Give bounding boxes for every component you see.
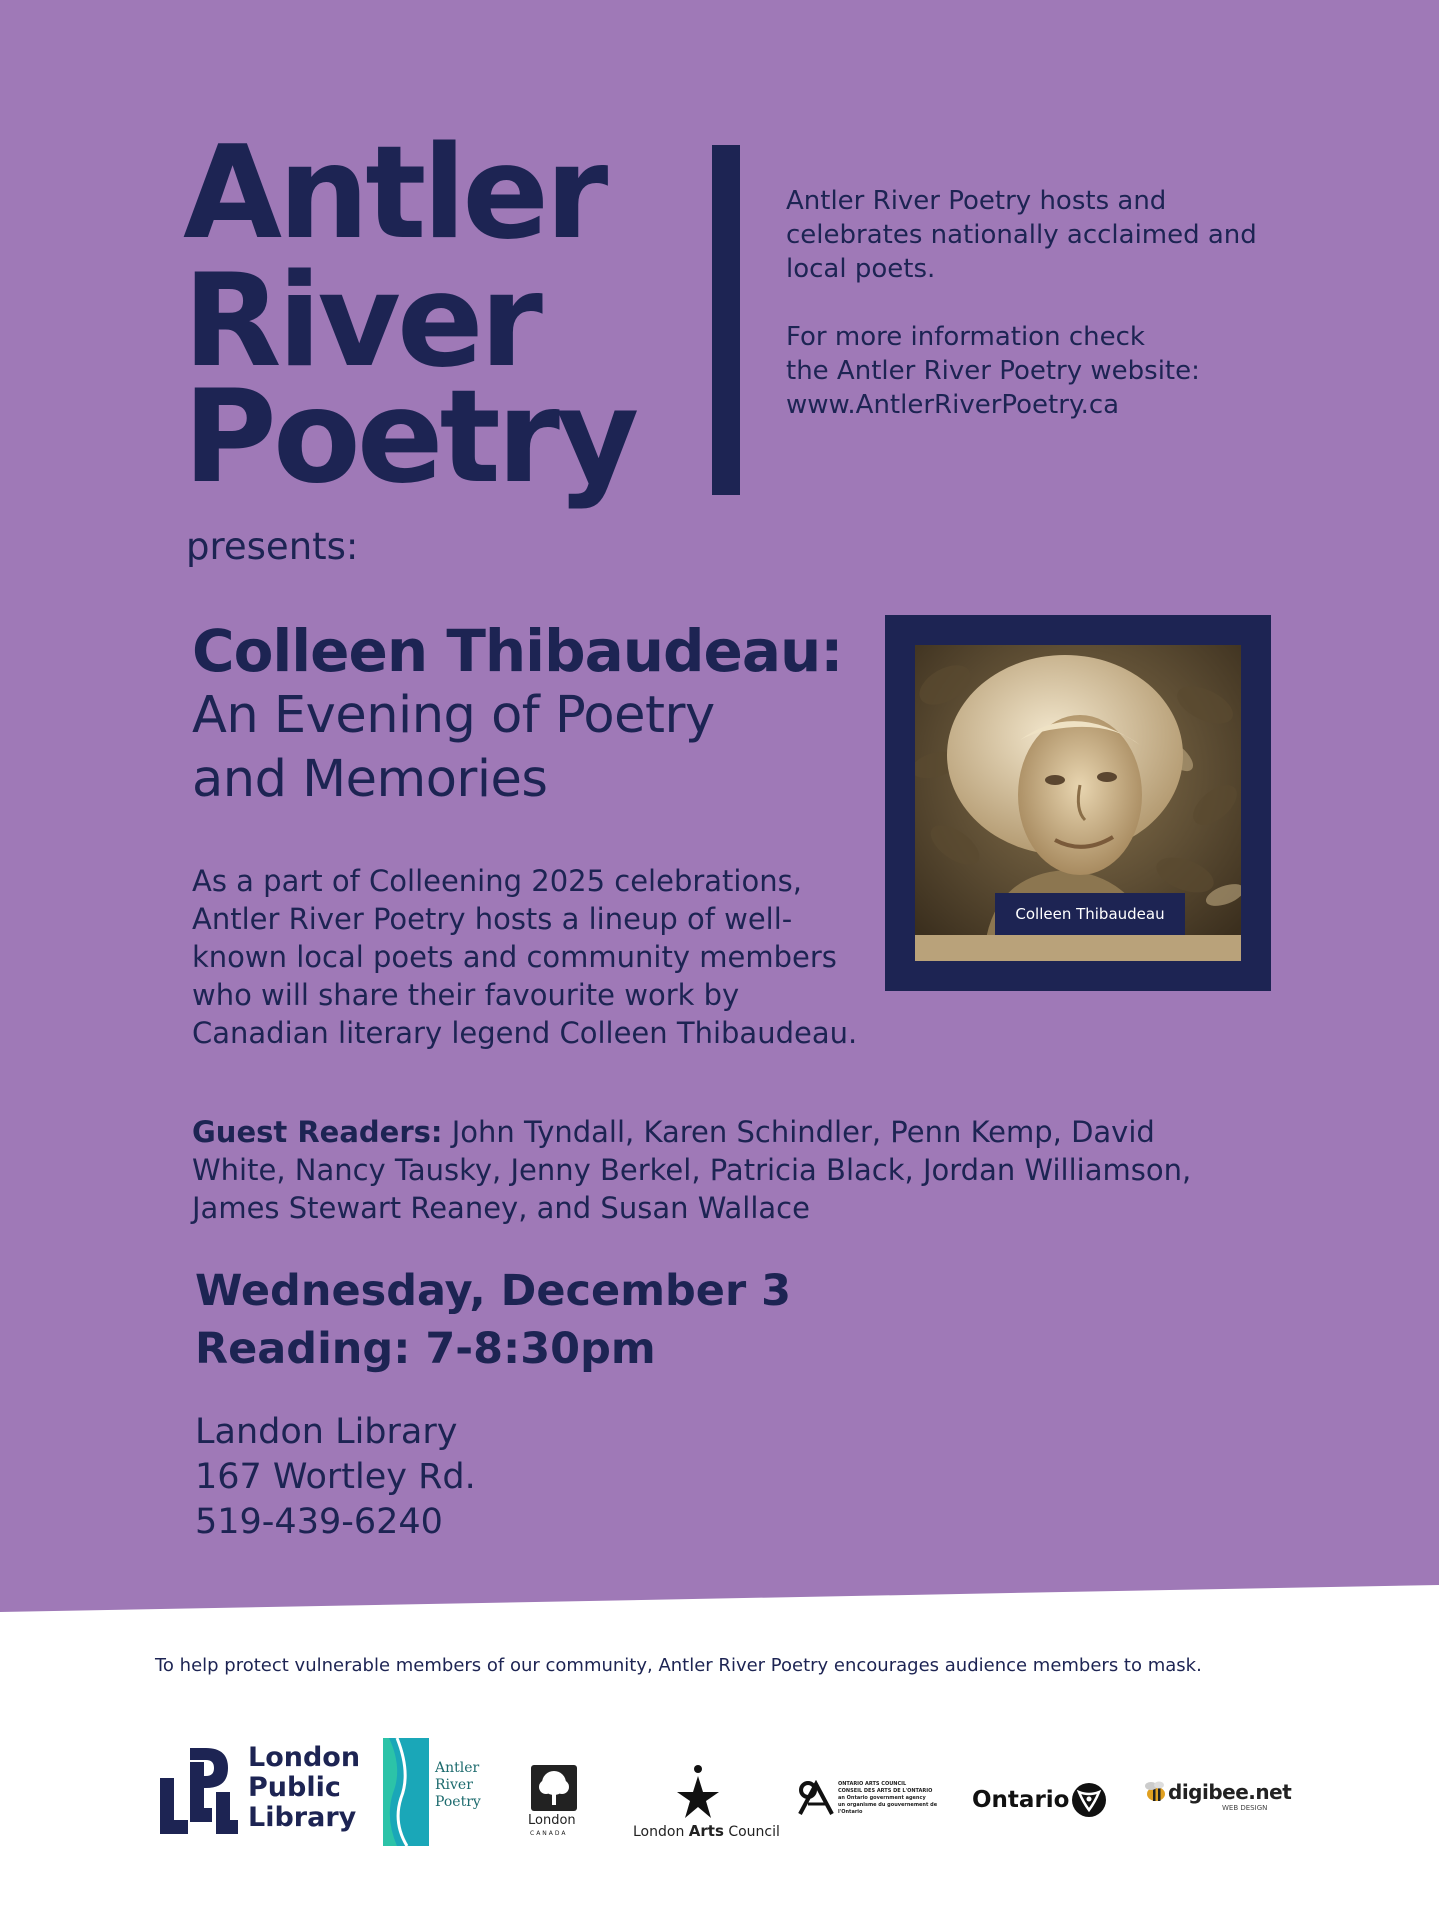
venue-phone: 519-439-6240 xyxy=(195,1502,443,1542)
title-line-2: River xyxy=(183,247,539,396)
antler-river-poetry-logo-icon xyxy=(383,1738,429,1846)
bee-icon xyxy=(1143,1781,1167,1803)
lac-post: Council xyxy=(728,1824,780,1840)
tree-icon xyxy=(531,1765,577,1811)
oac-line-4: un organisme du gouvernement de l'Ontario xyxy=(838,1802,938,1815)
presents-label: presents: xyxy=(186,525,359,568)
oac-logo-icon xyxy=(796,1780,836,1816)
event-date: Wednesday, December 3 xyxy=(195,1266,792,1316)
arp-wordmark xyxy=(435,1760,481,1811)
mask-note: To help protect vulnerable members of our community, Antler River Poetry encourages audience members to mask. xyxy=(155,1655,1202,1676)
arp-line-1: Antler xyxy=(435,1760,480,1776)
arp-line-3: Poetry xyxy=(435,1794,481,1810)
event-venue xyxy=(195,1410,476,1545)
lac-wordmark xyxy=(633,1822,780,1840)
guest-readers-list: John Tyndall, Karen Schindler, Penn Kemp, David White, Nancy Tausky, Jenny Berkel, Patricia Black, Jordan Williamson, James Stewart Reaney, and Susan Wallace xyxy=(192,1115,1192,1225)
london-sub: CANADA xyxy=(530,1830,568,1837)
digibee-sub: WEB DESIGN xyxy=(1222,1804,1268,1812)
website-link[interactable]: www.AntlerRiverPoetry.ca xyxy=(786,390,1120,420)
digibee-wordmark: digibee.net xyxy=(1168,1780,1292,1804)
info-line-1: For more information check xyxy=(786,322,1145,352)
lac-pre: London xyxy=(633,1824,685,1840)
event-title-line-2: An Evening of Poetry xyxy=(192,686,715,745)
guest-readers xyxy=(192,1113,1222,1227)
venue-address: 167 Wortley Rd. xyxy=(195,1457,476,1497)
oac-line-2: CONSEIL DES ARTS DE L'ONTARIO xyxy=(838,1788,933,1794)
london-wordmark: London xyxy=(528,1813,576,1828)
oac-wordmark xyxy=(838,1781,938,1816)
lpl-line-2: Public xyxy=(248,1772,341,1803)
oac-line-3: an Ontario government agency xyxy=(838,1795,926,1801)
lpl-wordmark xyxy=(248,1743,360,1833)
title-line-3: Poetry xyxy=(183,363,636,512)
event-title xyxy=(192,618,872,812)
lac-bold: Arts xyxy=(688,1822,724,1840)
intro-paragraph: Antler River Poetry hosts and celebrates nationally acclaimed and local poets. xyxy=(786,186,1257,284)
trillium-icon xyxy=(1071,1782,1107,1818)
portrait-caption: Colleen Thibaudeau xyxy=(995,893,1185,935)
intro-block xyxy=(786,184,1306,422)
event-title-bold: Colleen Thibaudeau: xyxy=(192,617,843,685)
venue-name: Landon Library xyxy=(195,1412,458,1452)
portrait-photo xyxy=(915,645,1241,961)
oac-line-1: ONTARIO ARTS COUNCIL xyxy=(838,1781,907,1787)
lpl-line-3: Library xyxy=(248,1802,357,1833)
event-datetime xyxy=(195,1262,791,1378)
guest-readers-label: Guest Readers: xyxy=(192,1115,443,1149)
portrait-frame xyxy=(885,615,1271,991)
lpl-line-1: London xyxy=(248,1742,361,1773)
event-time: Reading: 7-8:30pm xyxy=(195,1324,656,1374)
star-figure-icon xyxy=(676,1764,720,1820)
event-title-line-3: and Memories xyxy=(192,750,548,809)
vertical-divider xyxy=(712,145,740,495)
arp-line-2: River xyxy=(435,1777,473,1793)
london-public-library-logo-icon xyxy=(160,1748,238,1838)
info-line-2: the Antler River Poetry website: xyxy=(786,356,1200,386)
event-description: As a part of Colleening 2025 celebrations, Antler River Poetry hosts a lineup of well-known local poets and community members who will share their favourite work by Canadian literary legend Colleen Thibaudeau. xyxy=(192,864,858,1050)
ontario-wordmark: Ontario xyxy=(972,1787,1070,1813)
title-line-1: Antler xyxy=(183,119,605,268)
